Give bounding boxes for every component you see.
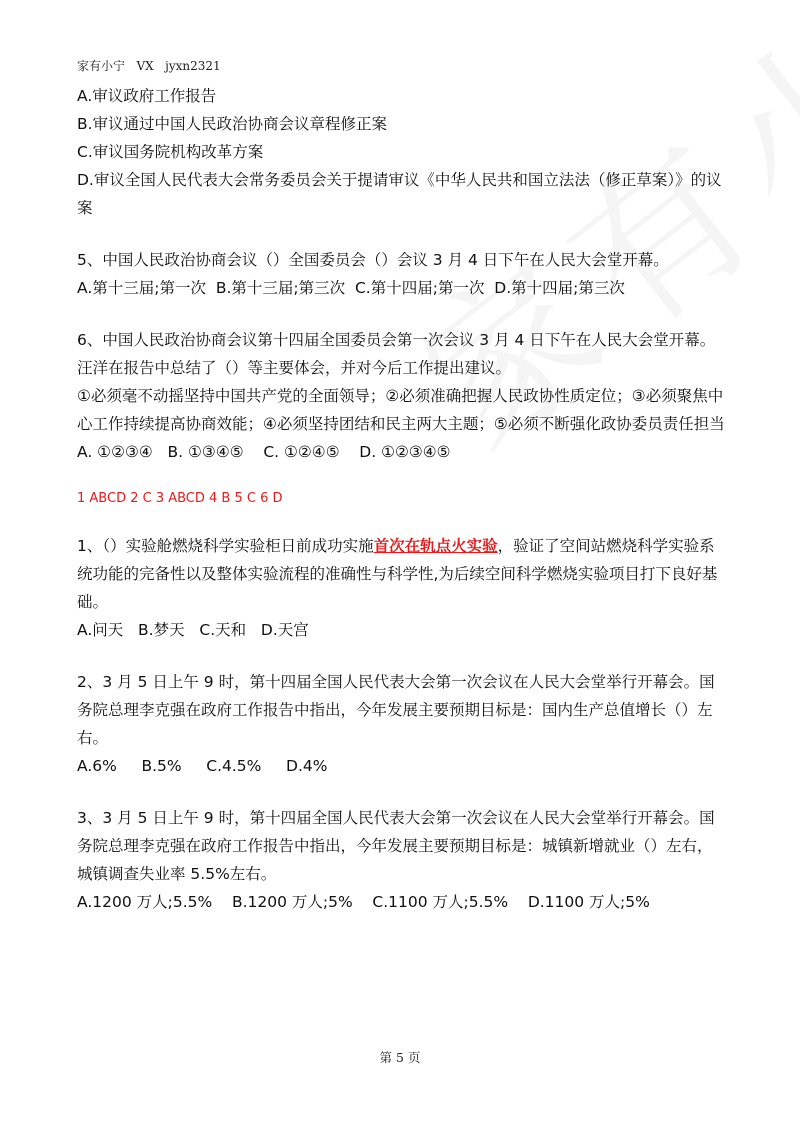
q6-stem: 6、中国人民政治协商会议第十四届全国委员会第一次会议 3 月 4 日下午在人民大会堂开幕。汪洋在报告中总结了（）等主要体会，并对今后工作提出建议。: [77, 331, 716, 377]
q3-stem: 3、3 月 5 日上午 9 时，第十四届全国人民代表大会第一次会议在人民大会堂举行开幕会。国务院总理李克强在政府工作报告中指出，今年发展主要预期目标是：城镇新增就业（）左右，城镇调查失业率 5.5%左右。: [77, 809, 715, 883]
q6-options: A. ①②③④ B. ①③④⑤ C. ①②④⑤ D. ①②③④⑤: [77, 443, 451, 461]
prev-option-a: A.审议政府工作报告: [77, 87, 217, 105]
q5-options: A.第十三届;第一次 B.第十三届;第三次 C.第十四届;第一次 D.第十四届;第三次: [77, 279, 625, 297]
document-body: [77, 82, 727, 916]
q1-stem-before: 1、（）实验舱燃烧科学实验柜日前成功实施: [77, 537, 374, 555]
prev-option-b: B.审议通过中国人民政治协商会议章程修正案: [77, 115, 388, 133]
q1-highlight: 首次在轨点火实验: [373, 537, 498, 555]
q6-items: ①必须毫不动摇坚持中国共产党的全面领导；②必须准确把握人民政协性质定位；③必须聚焦中心工作持续提高协商效能；④必须坚持团结和民主两大主题；⑤必须不断强化政协委员责任担当: [77, 387, 725, 433]
q2-stem: 2、3 月 5 日上午 9 时，第十四届全国人民代表大会第一次会议在人民大会堂举行开幕会。国务院总理李克强在政府工作报告中指出，今年发展主要预期目标是：国内生产总值增长（）左右。: [77, 673, 715, 747]
q5-stem: 5、中国人民政治协商会议（）全国委员会（）会议 3 月 4 日下午在人民大会堂开幕。: [77, 251, 669, 269]
q2-options: A.6% B.5% C.4.5% D.4%: [77, 757, 328, 775]
page-number: 第 5 页: [379, 1050, 421, 1065]
q1-options: A.问天 B.梦天 C.天和 D.天宫: [77, 621, 309, 639]
header-note: 家有小宁 VX jyxn2321: [77, 59, 221, 73]
q1-stem-after: ，验证了空间站燃烧科学实验系统功能的完备性以及整体实验流程的准确性与科学性,为后续空间科学燃烧实验项目打下良好基础。: [77, 537, 718, 611]
prev-option-c: C.审议国务院机构改革方案: [77, 143, 264, 161]
answer-key: 1 ABCD 2 C 3 ABCD 4 B 5 C 6 D: [77, 491, 283, 506]
q3-options: A.1200 万人;5.5% B.1200 万人;5% C.1100 万人;5.5% D.1100 万人;5%: [77, 893, 650, 911]
q1-stem: [77, 532, 727, 616]
prev-option-d: D.审议全国人民代表大会常务委员会关于提请审议《中华人民共和国立法法（修正草案）》的议案: [77, 171, 722, 217]
